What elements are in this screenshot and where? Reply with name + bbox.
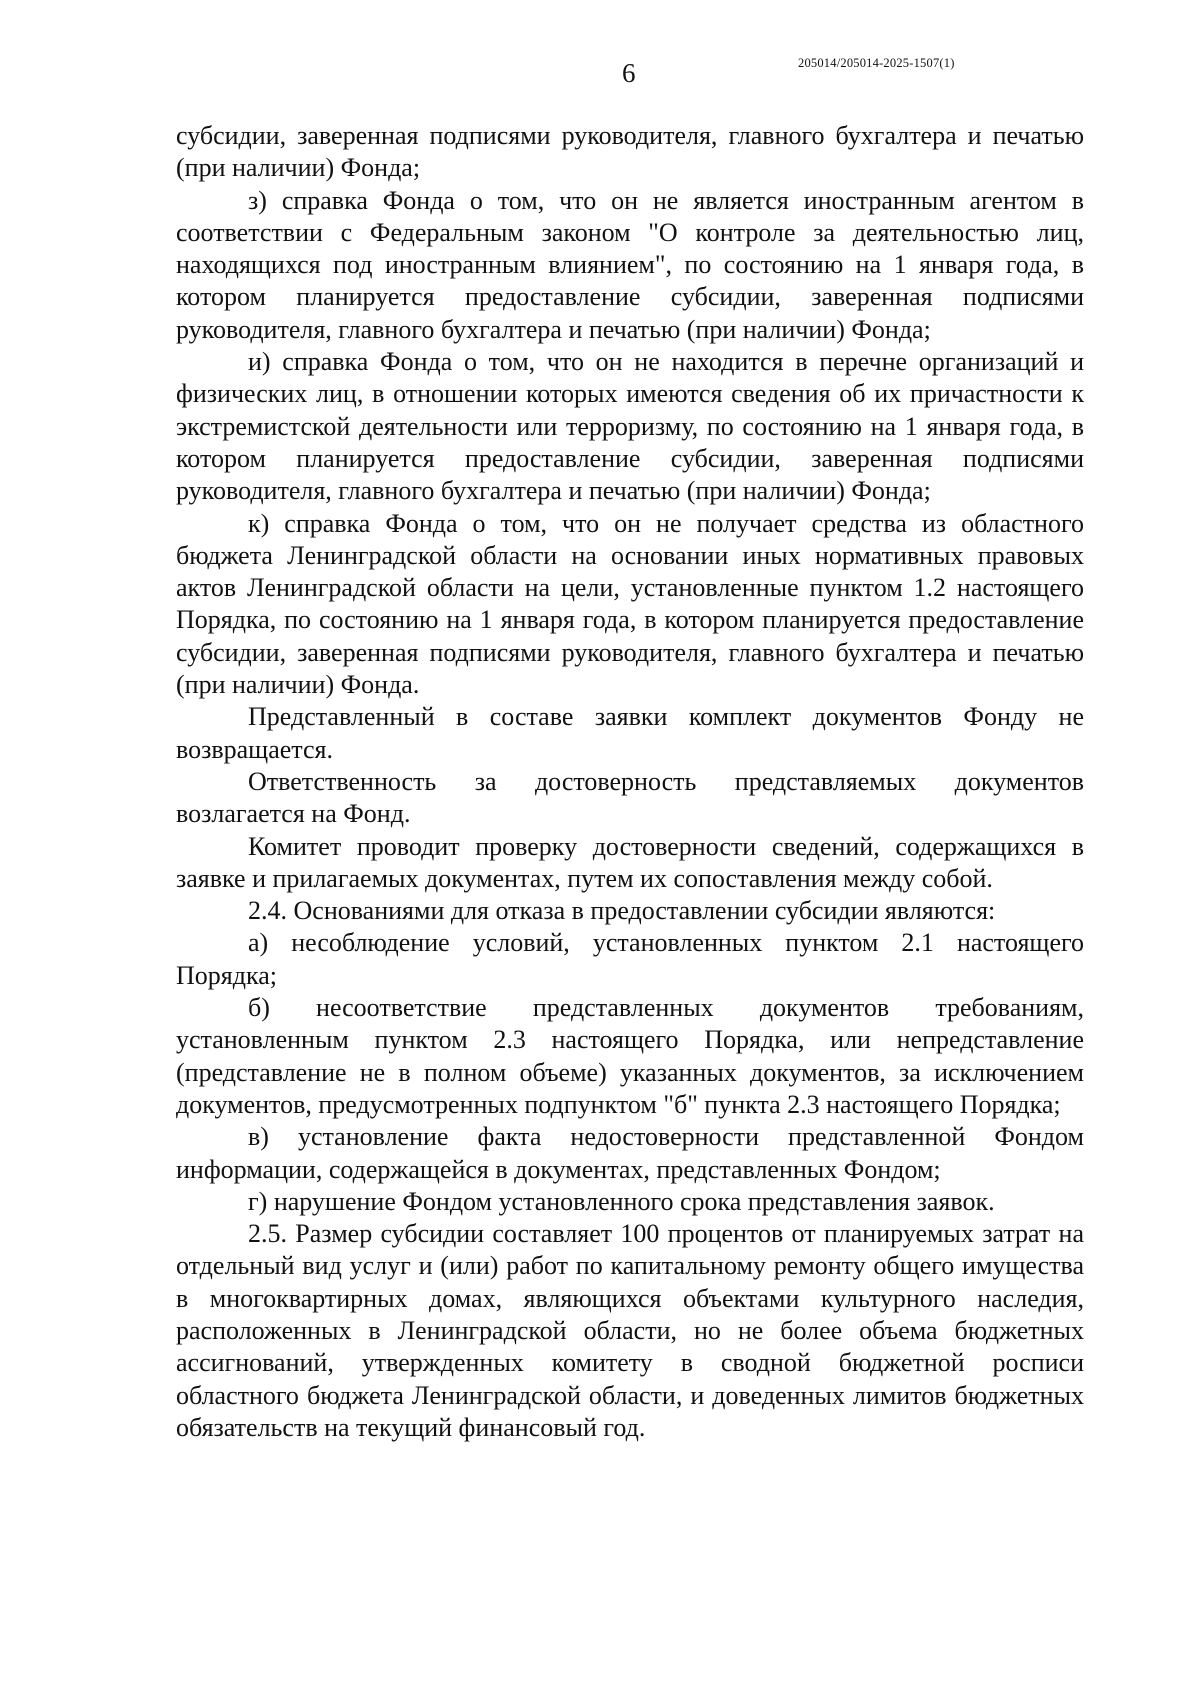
paragraph: Представленный в составе заявки комплект документов Фонду не возвращается. [176,702,1084,764]
document-id: 205014/205014-2025-1507(1) [798,56,955,70]
paragraph-2-5-subsidy-amount: 2.5. Размер субсидии составляет 100 процентов от планируемых затрат на отдельный вид услуг и (или) работ по капитальному ремонту общего имущества в многоквартирных домах, являющихся объектами культурного наследия, расположенных в Ленинградской области, но не более объема бюджетных ассигнований, утвержденных комитету в сводной бюджетной росписи областного бюджета Ленинградской области, и доведенных лимитов бюджетных обязательств на текущий финансовый год. [176,1219,1084,1442]
paragraph-g: г) нарушение Фондом установленного срока представления заявок. [248,1186,995,1216]
paragraph-v: в) установление факта недостоверности представленной Фондом информации, содержащейся в документах, представленных Фондом; [176,1122,1084,1184]
paragraph-2-4-refusal-grounds: 2.4. Основаниями для отказа в предоставлении субсидии являются: [248,896,996,926]
paragraph-b: б) несоответствие представленных документов требованиям, установленным пунктом 2.3 настоящего Порядка, или непредставление (представление не в полном объеме) указанных документов, за исключением документов, предусмотренных подпунктом "б" пункта 2.3 настоящего Порядка; [176,993,1084,1119]
paragraph: субсидии, заверенная подписями руководителя, главного бухгалтера и печатью (при наличии) Фонда; [176,121,1084,183]
paragraph-i-extremism-certificate: и) справка Фонда о том, что он не находится в перечне организаций и физических лиц, в отношении которых имеются сведения об их причастности к экстремистской деятельности или терроризму, по состоянию на 1 января года, в котором планируется предоставление субсидии, заверенная подписями руководителя, главного бухгалтера и печатью (при наличии) Фонда; [176,347,1084,506]
page-number: 6 [622,58,636,88]
paragraph-a: а) несоблюдение условий, установленных пунктом 2.1 настоящего Порядка; [176,928,1084,990]
paragraph-k-funding-certificate: к) справка Фонда о том, что он не получает средства из областного бюджета Ленинградской области на основании иных нормативных правовых актов Ленинградской области на цели, установленные пунктом 1.2 настоящего Порядка, по состоянию на 1 января года, в котором планируется предоставление субсидии, заверенная подписями руководителя, главного бухгалтера и печатью (при наличии) Фонда. [176,508,1084,700]
document-body [176,120,1084,1444]
paragraph: Комитет проводит проверку достоверности сведений, содержащихся в заявке и прилагаемых документах, путем их сопоставления между собой. [176,831,1084,893]
paragraph-z-foreign-agent-certificate: з) справка Фонда о том, что он не является иностранным агентом в соответствии с Федеральным законом "О контроле за деятельностью лиц, находящихся под иностранным влиянием", по состоянию на 1 января года, в котором планируется предоставление субсидии, заверенная подписями руководителя, главного бухгалтера и печатью (при наличии) Фонда; [176,185,1084,344]
paragraph: Ответственность за достоверность представляемых документов возлагается на Фонд. [176,766,1084,829]
